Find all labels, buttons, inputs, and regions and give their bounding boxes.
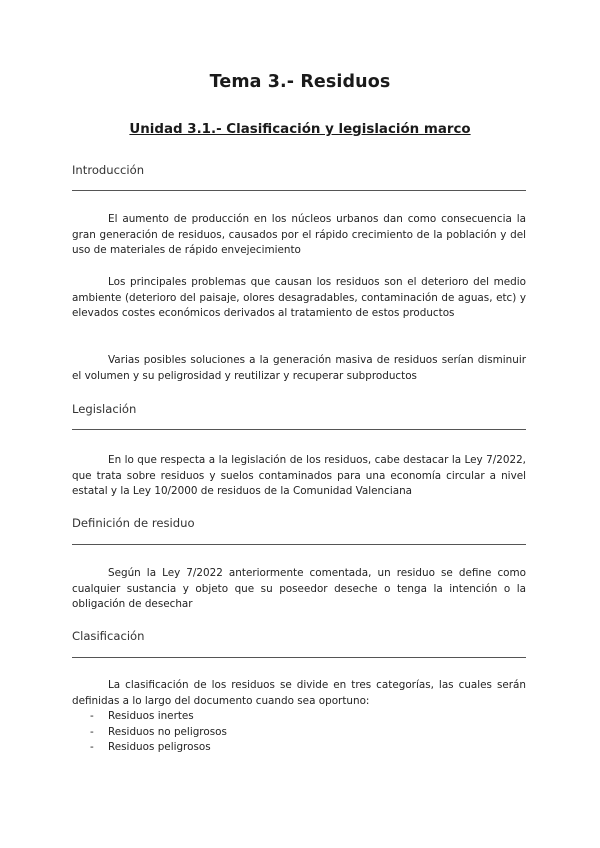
list-item: - Residuos inertes [90, 710, 194, 722]
section-divider [72, 544, 526, 545]
category-list [72, 709, 526, 756]
section-heading-definicion: Definición de residuo [72, 516, 195, 530]
document-title: Tema 3.- Residuos [209, 72, 391, 92]
paragraph: Según la Ley 7/2022 anteriormente comentada, un residuo se define como cualquier sustancia y objeto que su poseedor deseche o tenga la intención o la obligación de desechar [72, 567, 526, 610]
section-divider [72, 190, 526, 191]
section-divider [72, 429, 526, 430]
paragraph: El aumento de producción en los núcleos urbanos dan como consecuencia la gran generación de residuos, causados por el rápido crecimiento de la población y del uso de materiales de rápido envejecimiento [72, 213, 526, 256]
unit-subtitle: Unidad 3.1.- Clasificación y legislación marco [129, 122, 471, 137]
section-heading-legislacion: Legislación [72, 402, 137, 416]
section-divider [72, 657, 526, 658]
section-heading-introduccion: Introducción [72, 163, 145, 177]
section-heading-clasificacion: Clasificación [72, 629, 145, 643]
paragraph: En lo que respecta a la legislación de los residuos, cabe destacar la Ley 7/2022, que trata sobre residuos y suelos contaminados para una economía circular a nivel estatal y la Ley 10/2000 de residuos de la Comunidad Valenciana [72, 454, 526, 497]
list-item: - Residuos peligrosos [90, 741, 211, 753]
list-item: - Residuos no peligrosos [90, 725, 227, 738]
paragraph: La clasificación de los residuos se divide en tres categorías, las cuales serán definidas a lo largo del documento cuando sea oportuno: [72, 679, 526, 707]
paragraph: Los principales problemas que causan los residuos son el deterioro del medio ambiente (deterioro del paisaje, olores desagradables, contaminación de aguas, etc) y elevados costes económicos derivados al tratamiento de estos productos [72, 276, 526, 319]
paragraph: Varias posibles soluciones a la generación masiva de residuos serían disminuir el volumen y su peligrosidad y reutilizar y recuperar subproductos [72, 354, 526, 382]
